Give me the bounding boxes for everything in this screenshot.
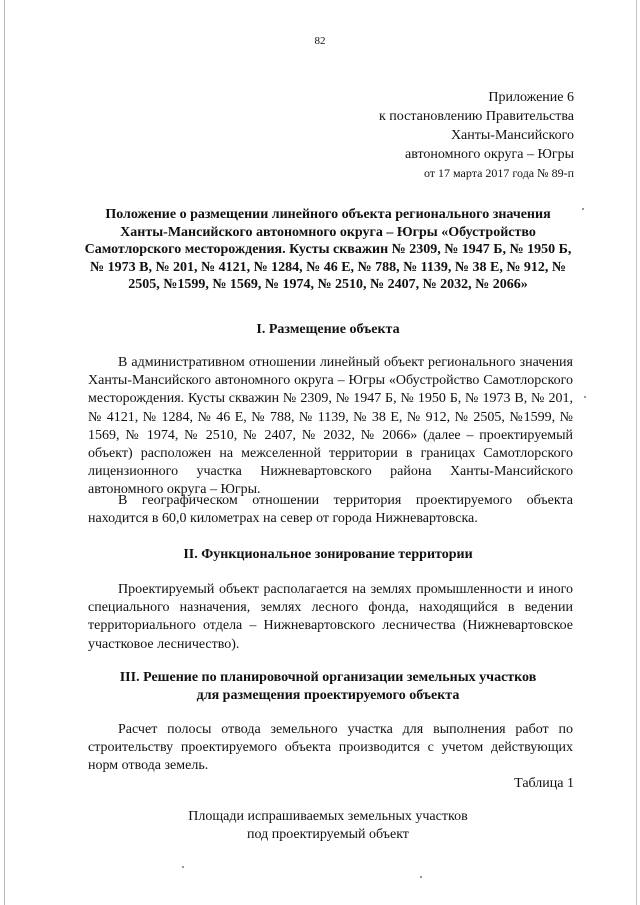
- scan-speck: [182, 866, 184, 868]
- document-title: Положение о размещении линейного объекта регионального значения Ханты-Мансийского автономного округа – Югры «Обустройство Самотлорского месторождения. Кусты скважин № 2309, № 1947 Б, № 1950 Б, № 1973 В, № 201, № 4121, № 1284, № 46 Е, № 788, № 1139, № 38 Е, № 912, № 2505, №1599, № 1569, № 1974, № 2510, № 2407, № 2032, № 2066»: [84, 207, 572, 292]
- table-label: Таблица 1: [514, 776, 574, 791]
- caption-line: под проектируемый объект: [247, 827, 409, 842]
- caption-line: Площади испрашиваемых земельных участков: [188, 809, 468, 824]
- section-paragraph: Проектируемый объект располагается на землях промышленности и иного специального назначения, землях лесного фонда, находящийся в ведении территориального отдела – Нижневартовского лесничества (Нижневартовское участковое лесничество).: [88, 582, 573, 652]
- scan-edge-right: [636, 0, 637, 905]
- scan-speck: [582, 208, 584, 210]
- scan-speck: [584, 396, 586, 398]
- section-paragraph: В административном отношении линейный объект регионального значения Ханты-Мансийского автономного округа – Югры «Обустройство Самотлорского месторождения. Кусты скважин № 2309, № 1947 Б, № 1950 Б, № 1973 В, № 201, № 4121, № 1284, № 46 Е, № 788, № 1139, № 38 Е, № 912, № 2505, №1599, № 1569, № 1974, № 2510, № 2407, № 2032, № 2066» (далее – проектируемый объект) расположен на межселенной территории в границах Самотлорского лицензионного участка Нижневартовского района Ханты-Мансийского автономного округа – Югры.: [88, 355, 573, 498]
- page-number: 82: [314, 35, 326, 47]
- annex-line: Ханты-Мансийского: [450, 128, 574, 143]
- annex-line: Приложение 6: [488, 90, 574, 105]
- annex-date-line: от 17 марта 2017 года № 89-п: [423, 166, 574, 180]
- section-paragraph: Расчет полосы отвода земельного участка для выполнения работ по строительству проектируемого объекта производится с учетом действующих норм отвода земель.: [88, 722, 573, 774]
- section-heading-planning: [82, 669, 574, 705]
- annex-line: к постановлению Правительства: [378, 109, 574, 124]
- table-caption: [82, 808, 574, 844]
- heading-line: для размещения проектируемого объекта: [196, 688, 460, 703]
- scan-speck: [420, 876, 422, 878]
- annex-line: автономного округа – Югры: [405, 147, 574, 162]
- scan-edge-left: [4, 0, 5, 905]
- section-paragraph: В географическом отношении территория проектируемого объекта находится в 60,0 километрах на север от города Нижневартовска.: [88, 493, 573, 527]
- section-heading-zoning: II. Функциональное зонирование территории: [183, 547, 473, 562]
- annex-block: [379, 88, 574, 183]
- heading-line: III. Решение по планировочной организации земельных участков: [119, 670, 537, 685]
- section-heading-placement: I. Размещение объекта: [256, 322, 400, 337]
